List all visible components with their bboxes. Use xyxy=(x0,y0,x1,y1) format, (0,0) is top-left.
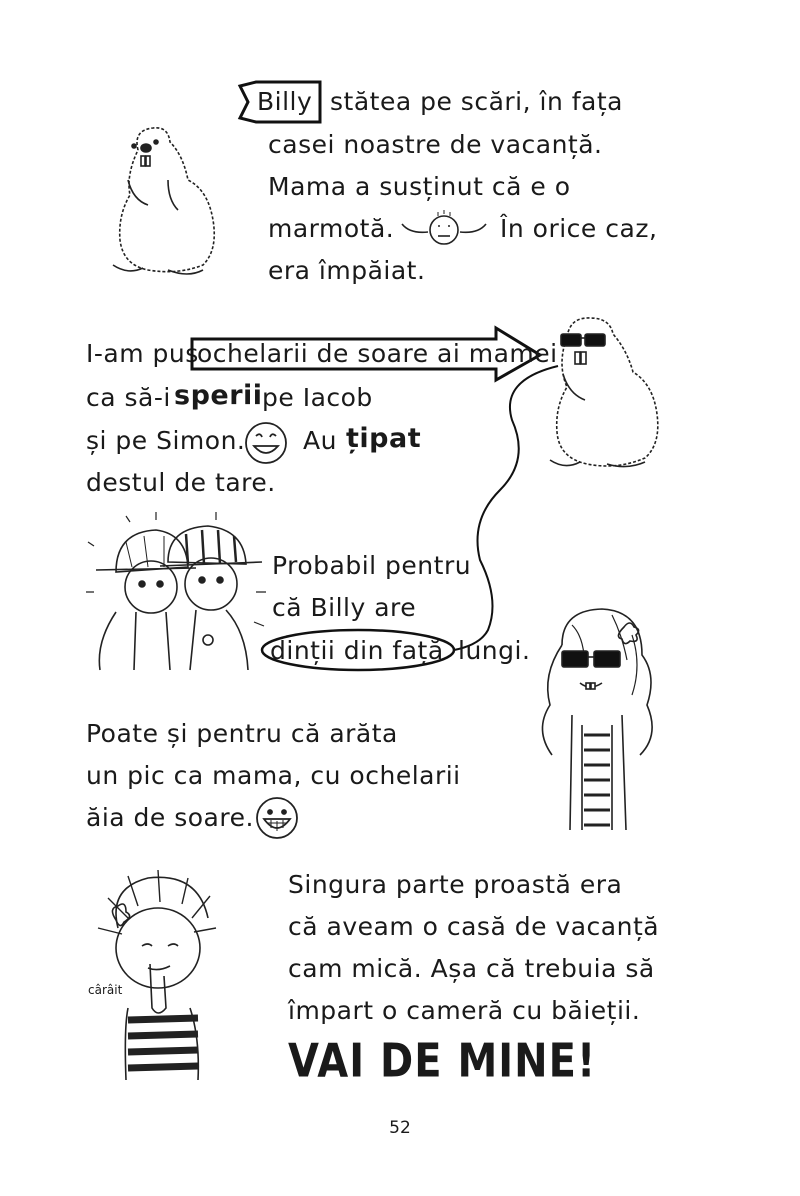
p2-word-sperii: sperii xyxy=(174,380,263,411)
mom-sunglasses-icon xyxy=(532,605,662,835)
marmot-icon xyxy=(108,120,238,280)
p5-line3: cam mică. Așa că trebuia să xyxy=(288,954,655,983)
p2-line2b: pe Iacob xyxy=(262,383,373,412)
girl-striped-icon xyxy=(88,868,238,1083)
p2-boxed-sunglasses: ochelarii de soare ai mamei xyxy=(197,339,558,368)
p2-line4: destul de tare. xyxy=(86,468,276,497)
p3-line3-rest: lungi. xyxy=(458,636,531,665)
p3-line1: Probabil pentru xyxy=(272,551,472,580)
shrug-face-icon xyxy=(398,210,490,250)
grin-face-icon xyxy=(242,420,290,466)
carait-caption: cârâit xyxy=(88,983,123,997)
p4-line3: ăia de soare. xyxy=(86,803,254,832)
p5-line1: Singura parte proastă era xyxy=(288,870,623,899)
p3-line2: că Billy are xyxy=(272,593,417,622)
p1-line1: stătea pe scări, în fața xyxy=(330,87,623,116)
smile-face-icon xyxy=(252,795,302,841)
p3-circled-teeth: dinții din față xyxy=(270,636,444,665)
p5-line2: că aveam o casă de vacanță xyxy=(288,912,660,941)
p1-line2: casei noastre de vacanță. xyxy=(268,130,603,159)
p1-line3: Mama a susținut că e o xyxy=(268,172,571,201)
p2-line3b: Au xyxy=(303,426,337,455)
p2-line1a: I-am pus xyxy=(86,339,199,368)
p5-line4: împart o cameră cu băieții. xyxy=(288,996,641,1025)
exclamation-vai-de-mine: VAI DE MINE! xyxy=(288,1035,597,1088)
twins-icon xyxy=(86,512,268,672)
p2-line2a: ca să-i xyxy=(86,383,171,412)
p1-line4a: marmotă. xyxy=(268,214,395,243)
p1-line4b: În orice caz, xyxy=(500,214,658,243)
p2-line3a: și pe Simon. xyxy=(86,426,246,455)
p4-line2: un pic ca mama, cu ochelarii xyxy=(86,761,461,790)
page-number: 52 xyxy=(389,1118,411,1138)
p4-line1: Poate și pentru că arăta xyxy=(86,719,398,748)
word-billy: Billy xyxy=(257,87,313,116)
p2-word-tipat: țipat xyxy=(346,423,422,454)
p1-line5: era împăiat. xyxy=(268,256,426,285)
